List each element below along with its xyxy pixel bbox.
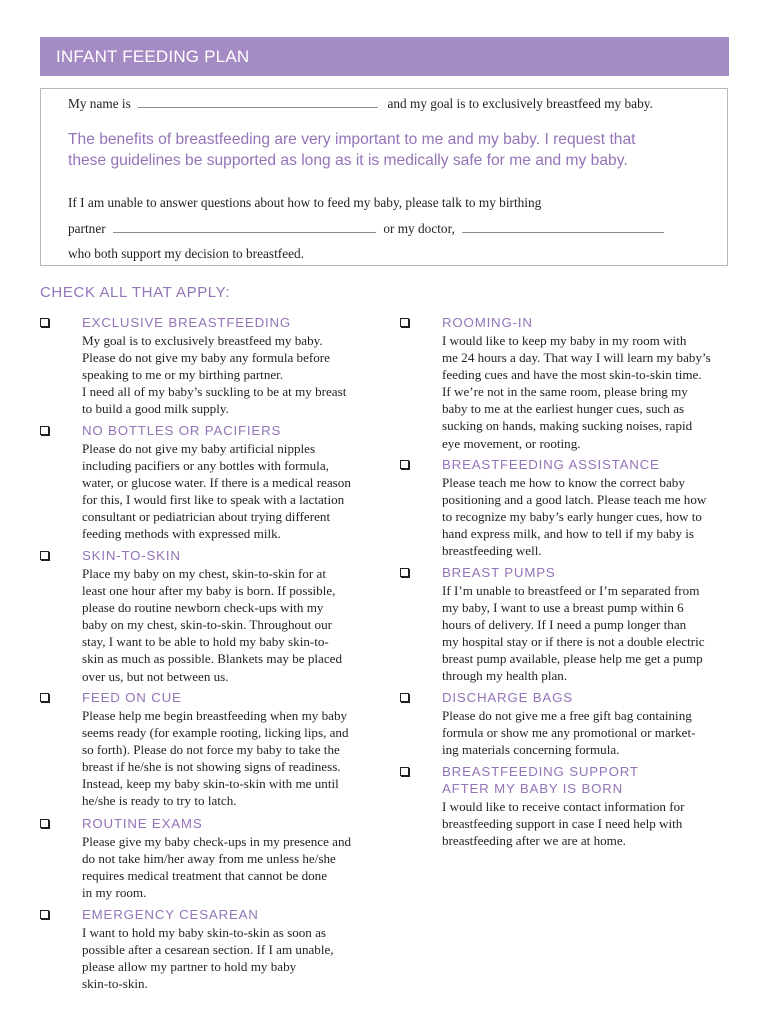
option-body: Please do not give my baby artificial nipples including pacifiers or any bottles with formula, water, or glucose water. If there is a medical reason for this, I would first like to speak with a lactation consultant or pediatrician about trying different feeding methods with expressed milk. [82,441,351,542]
checkbox[interactable] [40,819,49,828]
checkbox[interactable] [400,568,409,577]
option-heading: FEED ON CUE [82,690,182,705]
option-heading: DISCHARGE BAGS [442,690,573,705]
title-banner [40,37,729,76]
checkbox[interactable] [40,910,49,919]
option-no-bottles-or-pacifiers [82,422,382,543]
option-heading: BREASTFEEDING SUPPORT AFTER MY BABY IS BORN [442,764,639,796]
option-breastfeeding-support [442,763,742,849]
option-discharge-bags [442,689,742,758]
intro-box [40,88,728,266]
option-breastfeeding-assistance [442,456,742,559]
partner-label: partner [68,221,106,236]
benefits-statement [68,129,708,171]
checkbox[interactable] [40,693,49,702]
option-heading: SKIN-TO-SKIN [82,548,181,563]
doctor-label: or my doctor, [383,221,455,236]
page-title: INFANT FEEDING PLAN [56,47,250,66]
checkbox[interactable] [40,318,49,327]
check-all-heading: CHECK ALL THAT APPLY: [40,284,231,301]
unable-text: If I am unable to answer questions about how to feed my baby, please talk to my birthing [68,195,542,210]
option-heading: ROOMING-IN [442,315,533,330]
doctor-field[interactable] [462,221,664,233]
option-feed-on-cue [82,689,382,810]
option-body: I would like to receive contact information for breastfeeding support in case I need help with breastfeeding after we are at home. [442,799,685,849]
option-body: Please give my baby check-ups in my presence and do not take him/her away from me unless he/she requires medical treatment that cannot be done in my room. [82,834,352,901]
option-heading: NO BOTTLES OR PACIFIERS [82,423,282,438]
benefits-line-1: The benefits of breastfeeding are very important to me and my baby. I request that [68,131,636,148]
option-skin-to-skin [82,547,382,685]
option-heading: EXCLUSIVE BREASTFEEDING [82,315,292,330]
option-body: If I’m unable to breastfeed or I’m separated from my baby, I want to use a breast pump within 6 hours of delivery. If I need a pump longer than my hospital stay or if there is not a double electric breast pump available, please help me get a pump through my health plan. [442,583,705,684]
checkbox[interactable] [400,693,409,702]
option-breast-pumps [442,564,742,685]
benefits-line-2: these guidelines be supported as long as it is medically safe for me and my baby. [68,152,628,169]
option-exclusive-breastfeeding [82,314,382,417]
option-routine-exams [82,815,382,901]
checkbox[interactable] [400,460,409,469]
option-body: Place my baby on my chest, skin-to-skin for at least one hour after my baby is born. If possible, please do routine newborn check-ups with my baby on my chest, skin-to-skin. Throughout our stay, I want to be able to hold my baby skin-to- skin as much as possible. Blankets may be placed over us, but not between us. [82,566,343,684]
option-body: Please do not give me a free gift bag containing formula or show me any promotional or market- ing materials concerning formula. [442,708,696,758]
option-body: Please help me begin breastfeeding when my baby seems ready (for example rooting, licking lips, and so forth). Please do not force my baby to take the breast if he/she is not showing signs of readiness. Instead, keep my baby skin-to-skin with me until he/she is ready to try to latch. [82,708,349,809]
checkbox[interactable] [400,318,409,327]
checkbox[interactable] [40,551,49,560]
option-body: I would like to keep my baby in my room with me 24 hours a day. That way I will learn my baby’s feeding cues and have the most skin-to-skin time. If we’re not in the same room, please bring my baby to me at the earliest hunger cues, such as sucking on hands, making sucking noises, rapid eye movement, or rooting. [442,333,711,451]
option-heading: BREASTFEEDING ASSISTANCE [442,457,660,472]
partner-field[interactable] [113,221,376,233]
checkbox[interactable] [40,426,49,435]
option-body: I want to hold my baby skin-to-skin as soon as possible after a cesarean section. If I am unable, please allow my partner to hold my baby skin-to-skin. [82,925,334,992]
option-rooming-in [442,314,742,452]
checkbox[interactable] [400,767,409,776]
partner-line [68,221,664,237]
option-body: Please teach me how to know the correct baby positioning and a good latch. Please teach me how to recognize my baby’s early hunger cues, how to hand express milk, and how to tell if my baby is breastfeeding well. [442,475,707,559]
option-body: My goal is to exclusively breastfeed my baby. Please do not give my baby any formula before speaking to me or my birthing partner. I need all of my baby’s suckling to be at my breast to build a good milk supply. [82,333,347,417]
name-line [68,96,653,112]
option-heading: ROUTINE EXAMS [82,816,203,831]
option-heading: EMERGENCY CESAREAN [82,907,259,922]
name-prefix: My name is [68,96,131,111]
name-field[interactable] [138,96,378,108]
support-text: who both support my decision to breastfeed. [68,246,304,261]
name-suffix: and my goal is to exclusively breastfeed my baby. [387,96,653,111]
option-heading: BREAST PUMPS [442,565,556,580]
option-emergency-cesarean [82,906,382,992]
